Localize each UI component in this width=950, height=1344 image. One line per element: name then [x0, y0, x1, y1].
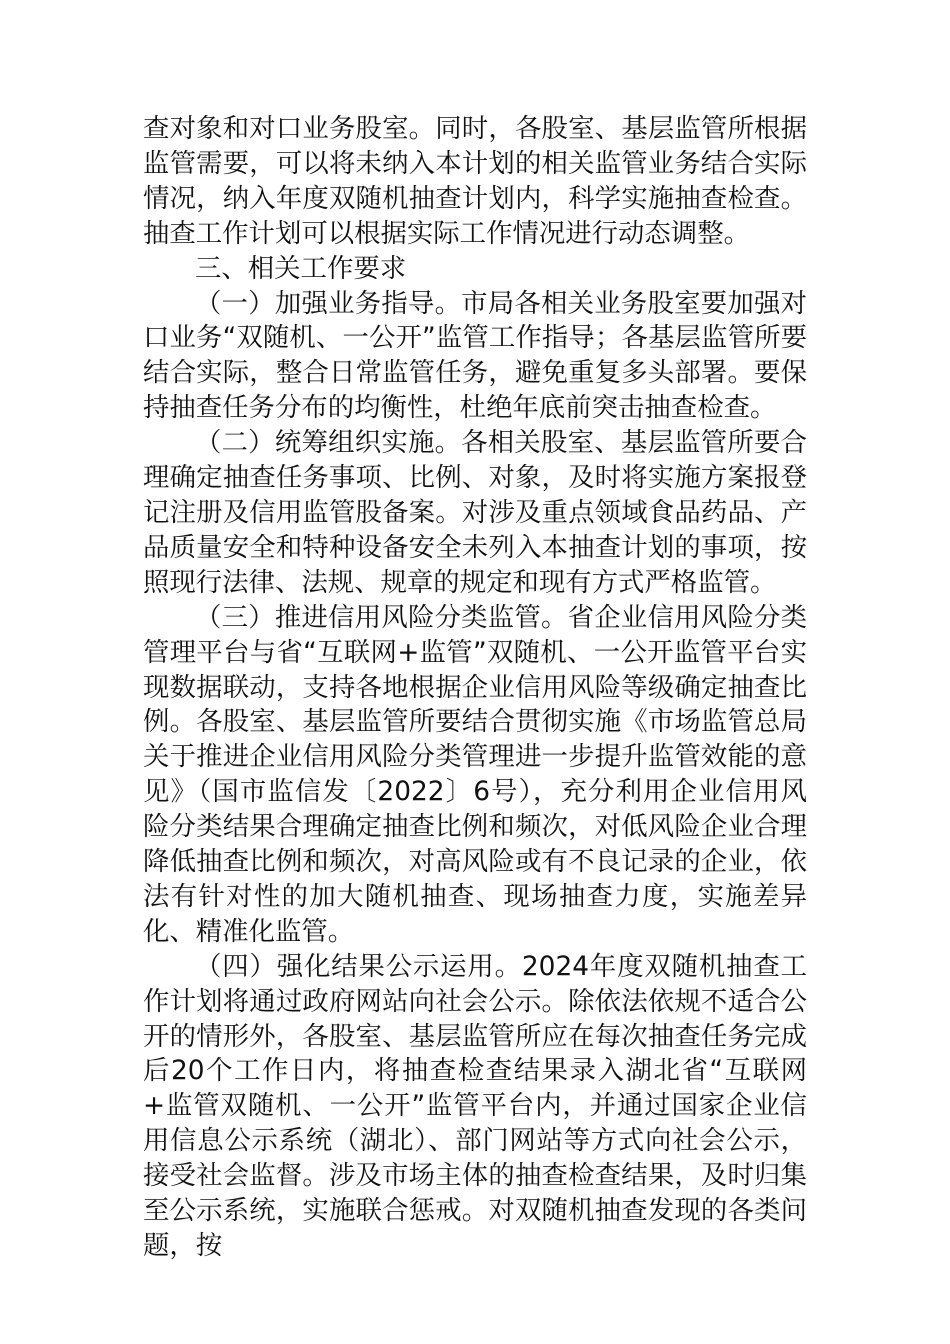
- section-heading-three: 三、相关工作要求: [195, 252, 407, 284]
- paragraph-carryover: 查对象和对口业务股室。同时，各股室、基层监管所根据监管需要，可以将未纳入本计划的相关监管业务结合实际情况，纳入年度双随机抽查计划内，科学实施抽查检查。抽查工作计划可以根据实际工作情况进行动态调整。: [143, 113, 807, 249]
- document-page: [143, 112, 807, 1264]
- paragraph-item-three: （三）推进信用风险分类监管。省企业信用风险分类管理平台与省“互联网+监管”双随机、一公开监管平台实现数据联动，支持各地根据企业信用风险等级确定抽查比例。各股室、基层监管所要结合贯彻实施《市场监管总局关于推进企业信用风险分类管理进一步提升监管效能的意见》（国市监信发〔2022〕6号），充分利用企业信用风险分类结果合理确定抽查比例和频次，对低风险企业合理降低抽查比例和频次，对高风险或有不良记录的企业，依法有针对性的加大随机抽查、现场抽查力度，实施差异化、精准化监管。: [143, 601, 807, 947]
- paragraph-item-four: （四）强化结果公示运用。2024年度双随机抽查工作计划将通过政府网站向社会公示。除依法依规不适合公开的情形外，各股室、基层监管所应在每次抽查任务完成后20个工作日内，将抽查检查结果录入湖北省“互联网+监管双随机、一公开”监管平台内，并通过国家企业信用信息公示系统（湖北）、部门网站等方式向社会公示，接受社会监督。涉及市场主体的抽查检查结果，及时归集至公示系统，实施联合惩戒。对双随机抽查发现的各类问题，按: [143, 950, 807, 1261]
- paragraph-item-two: （二）统筹组织实施。各相关股室、基层监管所要合理确定抽查任务事项、比例、对象，及时将实施方案报登记注册及信用监管股备案。对涉及重点领域食品药品、产品质量安全和特种设备安全未列入本抽查计划的事项，按照现行法律、法规、规章的规定和现有方式严格监管。: [143, 427, 807, 598]
- paragraph-item-one: （一）加强业务指导。市局各相关业务股室要加强对口业务“双随机、一公开”监管工作指导；各基层监管所要结合实际，整合日常监管任务，避免重复多头部署。要保持抽查任务分布的均衡性，杜绝年底前突击抽查检查。: [143, 287, 807, 424]
